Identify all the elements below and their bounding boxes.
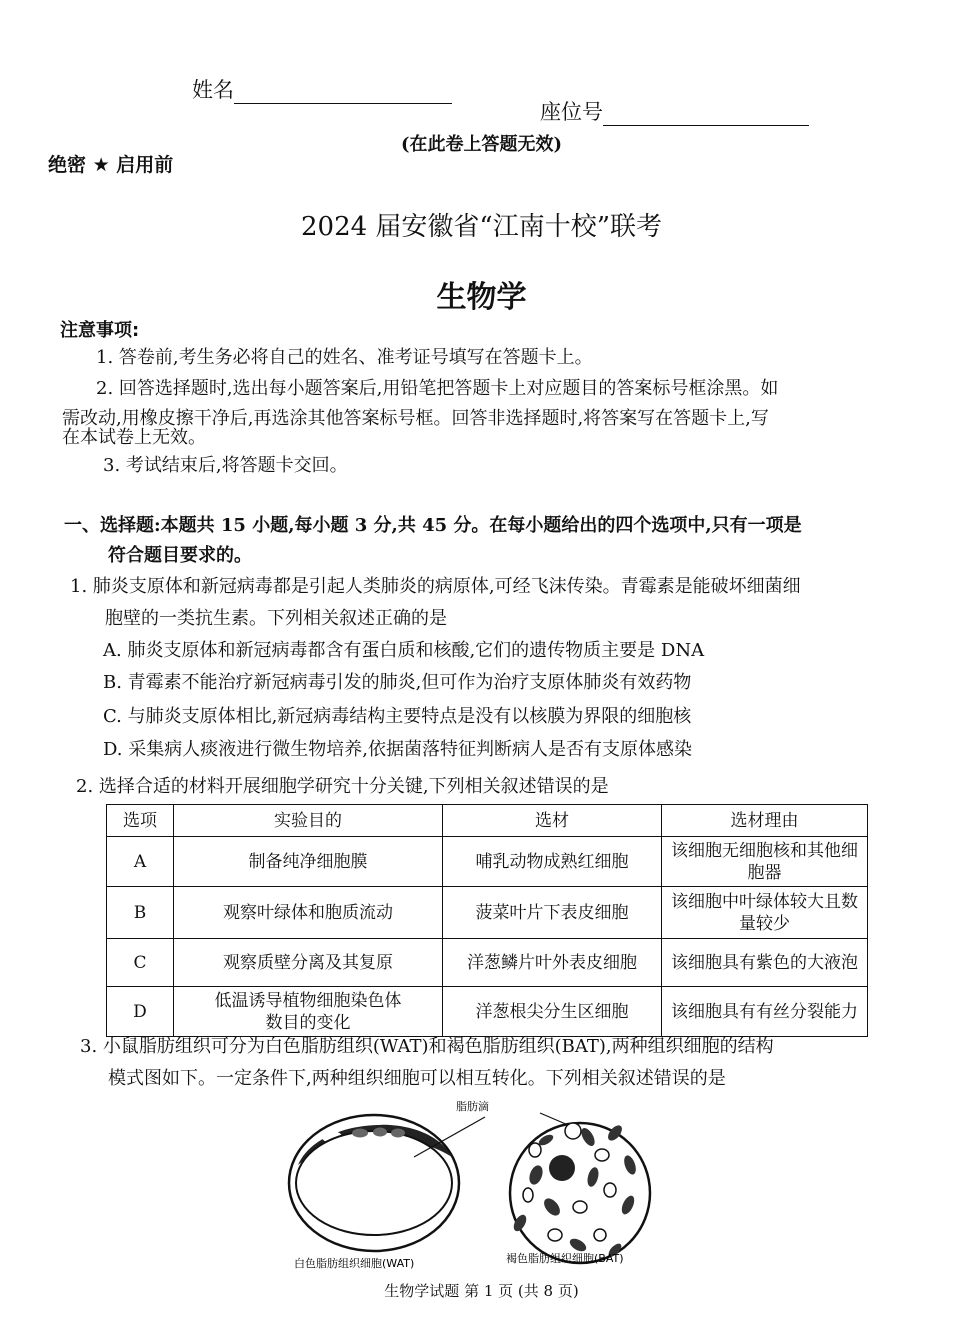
cell-purpose-line1: 低温诱导植物细胞染色体 [214, 990, 402, 1011]
seat-blank [603, 107, 809, 126]
cell-material: 洋葱鳞片叶外表皮细胞 [443, 939, 662, 987]
table-header-row [107, 805, 868, 837]
q2-table [106, 804, 868, 1037]
section1-heading: 一、选择题:本题共 15 小题,每小题 3 分,共 45 分。在每小题给出的四个选项中,只有一项是 [64, 515, 802, 536]
label-wat: 白色脂肪组织细胞(WAT) [294, 1257, 415, 1270]
q1-stem-line2: 胞壁的一类抗生素。下列相关叙述正确的是 [105, 608, 447, 629]
cell-option: A [107, 837, 174, 887]
th-purpose: 实验目的 [174, 805, 443, 837]
cell-material: 菠菜叶片下表皮细胞 [443, 887, 662, 939]
notice-item-1: 1. 答卷前,考生务必将自己的姓名、准考证号填写在答题卡上。 [96, 347, 593, 368]
q3-stem-line2: 模式图如下。一定条件下,两种组织细胞可以相互转化。下列相关叙述错误的是 [108, 1068, 726, 1089]
table-row [107, 887, 868, 939]
label-bat: 褐色脂肪组织细胞(BAT) [506, 1252, 624, 1265]
name-field [192, 74, 452, 104]
notice-item-2-line1: 2. 回答选择题时,选出每小题答案后,用铅笔把答题卡上对应题目的答案标号框涂黑。如 [96, 378, 779, 399]
cell-material: 洋葱根尖分生区细胞 [443, 987, 662, 1037]
table-row [107, 987, 868, 1037]
table-row [107, 939, 868, 987]
q1-option-b: B. 青霉素不能治疗新冠病毒引发的肺炎,但可作为治疗支原体肺炎有效药物 [103, 672, 692, 693]
section1-heading-line2: 符合题目要求的。 [108, 545, 252, 566]
notice-heading: 注意事项: [60, 320, 140, 341]
notice-item-2-line2: 需改动,用橡皮擦干净后,再选涂其他答案标号框。回答非选择题时,将答案写在答题卡上,写 [62, 408, 769, 429]
cell-purpose: 观察质壁分离及其复原 [174, 939, 443, 987]
q1-option-c: C. 与肺炎支原体相比,新冠病毒结构主要特点是没有以核膜为界限的细胞核 [103, 706, 692, 727]
q1-stem-line1: 1. 肺炎支原体和新冠病毒都是引起人类肺炎的病原体,可经飞沫传染。青霉素是能破坏细菌细 [70, 576, 801, 597]
seat-field [540, 96, 809, 126]
cell-option: C [107, 939, 174, 987]
cell-material: 哺乳动物成熟红细胞 [443, 837, 662, 887]
table-row [107, 837, 868, 887]
exam-title: 2024 届安徽省“江南十校”联考 [300, 212, 663, 242]
cell-reason-line2: 胞器 [747, 862, 782, 883]
invalid-note: (在此卷上答题无效) [400, 134, 563, 155]
page-footer: 生物学试题 第 1 页 (共 8 页) [384, 1282, 579, 1300]
q1-option-d: D. 采集病人痰液进行微生物培养,依据菌落特征判断病人是否有支原体感染 [103, 739, 692, 760]
q1-option-a: A. 肺炎支原体和新冠病毒都含有蛋白质和核酸,它们的遗传物质主要是 DNA [103, 640, 705, 661]
cell-purpose: 观察叶绿体和胞质流动 [174, 887, 443, 939]
cell-purpose [174, 987, 443, 1037]
name-blank [234, 85, 452, 104]
th-option: 选项 [107, 805, 174, 837]
cell-reason-line2: 量较少 [739, 913, 790, 934]
th-material: 选材 [443, 805, 662, 837]
cell-reason [662, 837, 868, 887]
seat-label: 座位号 [540, 100, 603, 124]
q2-stem: 2. 选择合适的材料开展细胞学研究十分关键,下列相关叙述错误的是 [76, 776, 609, 797]
cell-purpose: 制备纯净细胞膜 [174, 837, 443, 887]
secret-mark: 绝密 ★ 启用前 [48, 154, 174, 176]
fat-cells-figure [270, 1095, 690, 1270]
notice-item-2-line3: 在本试卷上无效。 [62, 427, 206, 448]
cell-reason-line1: 该细胞中叶绿体较大且数 [671, 891, 858, 912]
label-fat-droplet: 脂肪滴 [456, 1100, 489, 1113]
cell-option: B [107, 887, 174, 939]
bat-cell [510, 1113, 650, 1263]
th-reason: 选材理由 [662, 805, 868, 837]
q3-stem-line1: 3. 小鼠脂肪组织可分为白色脂肪组织(WAT)和褐色脂肪组织(BAT),两种组织细胞的结构 [80, 1036, 774, 1057]
wat-cell [289, 1115, 485, 1251]
cell-purpose-line2: 数目的变化 [265, 1012, 351, 1033]
subject-title: 生物学 [436, 280, 527, 315]
cell-reason-line1: 该细胞无细胞核和其他细 [671, 840, 858, 861]
cell-reason: 该细胞具有紫色的大液泡 [662, 939, 868, 987]
cell-option: D [107, 987, 174, 1037]
name-label: 姓名 [192, 78, 234, 102]
cell-reason: 该细胞具有有丝分裂能力 [662, 987, 868, 1037]
notice-item-3: 3. 考试结束后,将答题卡交回。 [103, 455, 348, 476]
cell-reason [662, 887, 868, 939]
